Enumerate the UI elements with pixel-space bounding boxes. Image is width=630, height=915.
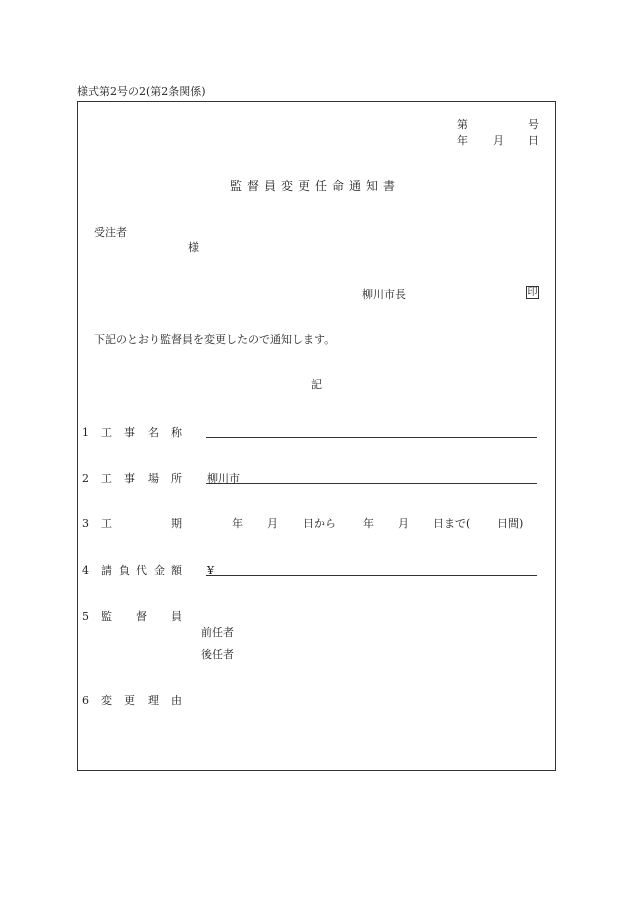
item-2-label-char: 事 bbox=[124, 472, 135, 485]
item-2-label-char: 所 bbox=[171, 472, 182, 485]
item-6-label-char: 由 bbox=[171, 694, 182, 707]
item-6-label-char: 理 bbox=[148, 694, 159, 707]
item-1-number: 1 bbox=[82, 426, 89, 439]
item-5-label-char: 員 bbox=[171, 610, 182, 623]
ki-label: 記 bbox=[311, 378, 322, 391]
issuer-name: 柳川市長 bbox=[362, 288, 406, 301]
item-3-number: 3 bbox=[82, 517, 89, 530]
item-4-number: 4 bbox=[82, 564, 89, 577]
item-6-label-char: 変 bbox=[101, 694, 112, 707]
header-day: 日 bbox=[528, 134, 539, 147]
header-year: 年 bbox=[457, 134, 468, 147]
item-1-label-char: 工 bbox=[101, 426, 112, 439]
item-2-number: 2 bbox=[82, 472, 89, 485]
item-3-label-char: 期 bbox=[171, 517, 182, 530]
item-2-label-char: 工 bbox=[101, 472, 112, 485]
period-end-day: 日まで( bbox=[433, 517, 471, 530]
period-end-month: 月 bbox=[398, 517, 409, 530]
header-month: 月 bbox=[493, 134, 504, 147]
item-4-underline bbox=[206, 575, 537, 576]
header-go: 号 bbox=[528, 118, 539, 131]
period-end-year: 年 bbox=[363, 517, 374, 530]
item-6-label-char: 更 bbox=[124, 694, 135, 707]
item-5-label-char: 督 bbox=[136, 610, 147, 623]
previous-supervisor-label: 前任者 bbox=[201, 626, 234, 639]
period-start-day: 日から bbox=[303, 517, 336, 530]
item-2-underline bbox=[206, 483, 537, 484]
item-4-label-char: 額 bbox=[171, 564, 182, 577]
item-4-value: ¥ bbox=[207, 564, 214, 577]
seal-mark: 印 bbox=[527, 286, 538, 298]
item-1-label-char: 称 bbox=[171, 426, 182, 439]
new-supervisor-label: 後任者 bbox=[201, 648, 234, 661]
period-start-month: 月 bbox=[267, 517, 278, 530]
period-start-year: 年 bbox=[232, 517, 243, 530]
item-6-number: 6 bbox=[82, 694, 89, 707]
item-4-label-char: 金 bbox=[154, 564, 165, 577]
item-5-label-char: 監 bbox=[101, 610, 112, 623]
item-2-label-char: 場 bbox=[148, 472, 159, 485]
period-days: 日間) bbox=[497, 517, 524, 530]
addressee-label: 受注者 bbox=[94, 226, 127, 239]
item-4-label-char: 負 bbox=[119, 564, 130, 577]
item-2-value: 柳川市 bbox=[207, 472, 240, 485]
header-dai: 第 bbox=[457, 118, 468, 131]
item-4-label-char: 代 bbox=[136, 564, 147, 577]
body-text: 下記のとおり監督員を変更したので通知します。 bbox=[94, 333, 336, 346]
form-number-label: 様式第2号の2(第2条関係) bbox=[77, 85, 206, 98]
document-title: 監督員変更任命通知書 bbox=[229, 179, 400, 193]
item-1-underline bbox=[206, 437, 537, 438]
item-1-label-char: 事 bbox=[124, 426, 135, 439]
item-3-label-char: 工 bbox=[101, 517, 112, 530]
item-1-label-char: 名 bbox=[148, 426, 159, 439]
addressee-honorific: 様 bbox=[188, 241, 199, 254]
item-4-label-char: 請 bbox=[101, 564, 112, 577]
item-5-number: 5 bbox=[82, 610, 89, 623]
